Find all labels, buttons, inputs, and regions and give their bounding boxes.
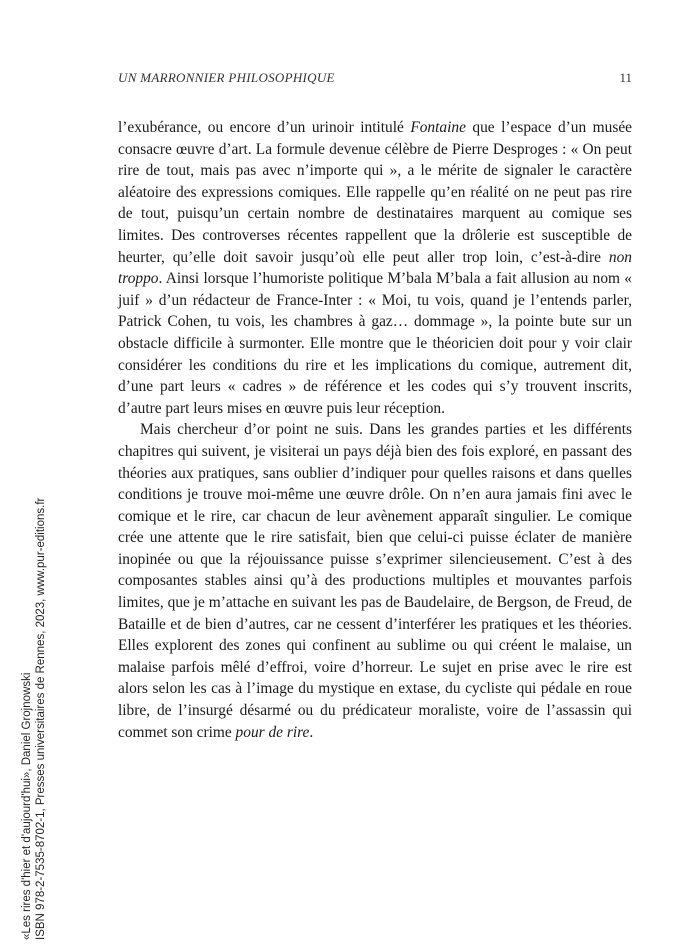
text-run: que l’espace d’un musée consacre œuvre d’art. La formule devenue célèbre de Pierre Desproges : « On peut rire de tout, mais pas avec n’importe qui », a le mérite de signaler le caractère aléatoire des expressions comiques. Elle rappelle qu’en réalité on ne peut pas rire de tout, puisqu’un certain nombre de destinataires marquent au comique ses limites. Des controverses récentes rappellent que la drôlerie est susceptible de heurter, qu’elle doit savoir jusqu’où elle peut aller trop loin, c’est-à-dire — [118, 119, 633, 266]
italic-run: non troppo — [118, 248, 632, 288]
paragraph-2 — [118, 419, 632, 743]
text-run: Mais chercheur d’or point ne suis. Dans les grandes parties et les différents chapitres qui suivent, je visiterai un pays déjà bien des fois exploré, en passant des théories aux pratiques, sans oublier d’indiquer pour quelles raisons et dans quelles conditions je trouve moi-même une œuvre drôle. On n’en aura jamais fini avec le comique et le rire, car chacun de leur avènement apparaît singulier. Le comique crée une attente que le rire satisfait, bien que celui-ci puisse éclater de manière inopinée ou que la réjouissance puisse s’exprimer silencieusement. C’est à des composantes stables ainsi qu’à des productions multiples et mouvantes parfois limites, que je m’attache en suivant les pas de Baudelaire, de Bergson, de Freud, de Bataille et de bien d’autres, car ne cessent d’interférer les pratiques et les théories. Elles explorent des zones qui confinent au sublime ou qui créent le malaise, un malaise parfois mêlé d’effroi, voire d’horreur. Le sujet en prise avec le rire est alors selon les cas à l’image du mystique en extase, du cycliste qui pédale en roue libre, de l’insurgé désarmé ou du prédicateur moraliste, voire de l’assassin qui commet son crime — [118, 421, 632, 741]
paragraph-1 — [118, 117, 632, 419]
text-run: . Ainsi lorsque l’humoriste politique M’bala M’bala a fait allusion au nom « juif » d’un rédacteur de France-Inter : « Moi, tu vois, quand je l’entends parler, Patrick Cohen, tu vois, les chambres à gaz… dommage », la pointe bute sur un obstacle difficile à surmonter. Elle montre que le théoricien doit pour y voir clair considérer les conditions du rire et les implications du comique, autrement dit, d’une part leurs « cadres » de référence et les codes qui s’y trouvent inscrits, d’autre part leurs mises en œuvre puis leur réception. — [118, 270, 632, 417]
body-text — [118, 117, 632, 743]
text-run: l’exubérance, ou encore d’un urinoir intitulé — [118, 119, 411, 136]
running-head — [118, 70, 632, 90]
page-number: 11 — [619, 70, 632, 85]
side-imprint — [20, 498, 48, 940]
running-title: UN MARRONNIER PHILOSOPHIQUE — [118, 70, 335, 85]
italic-run: Fontaine — [410, 119, 466, 136]
imprint-line-2: ISBN 978-2-7535-8702-1, Presses universitaires de Rennes, 2023, www.pur-editions.fr — [35, 497, 47, 940]
italic-run: pour de rire — [235, 723, 310, 741]
text-run: . — [309, 723, 314, 741]
imprint-line-1: «Les rires d'hier et d'aujourd'hui», Daniel Grojnowski — [21, 672, 33, 940]
